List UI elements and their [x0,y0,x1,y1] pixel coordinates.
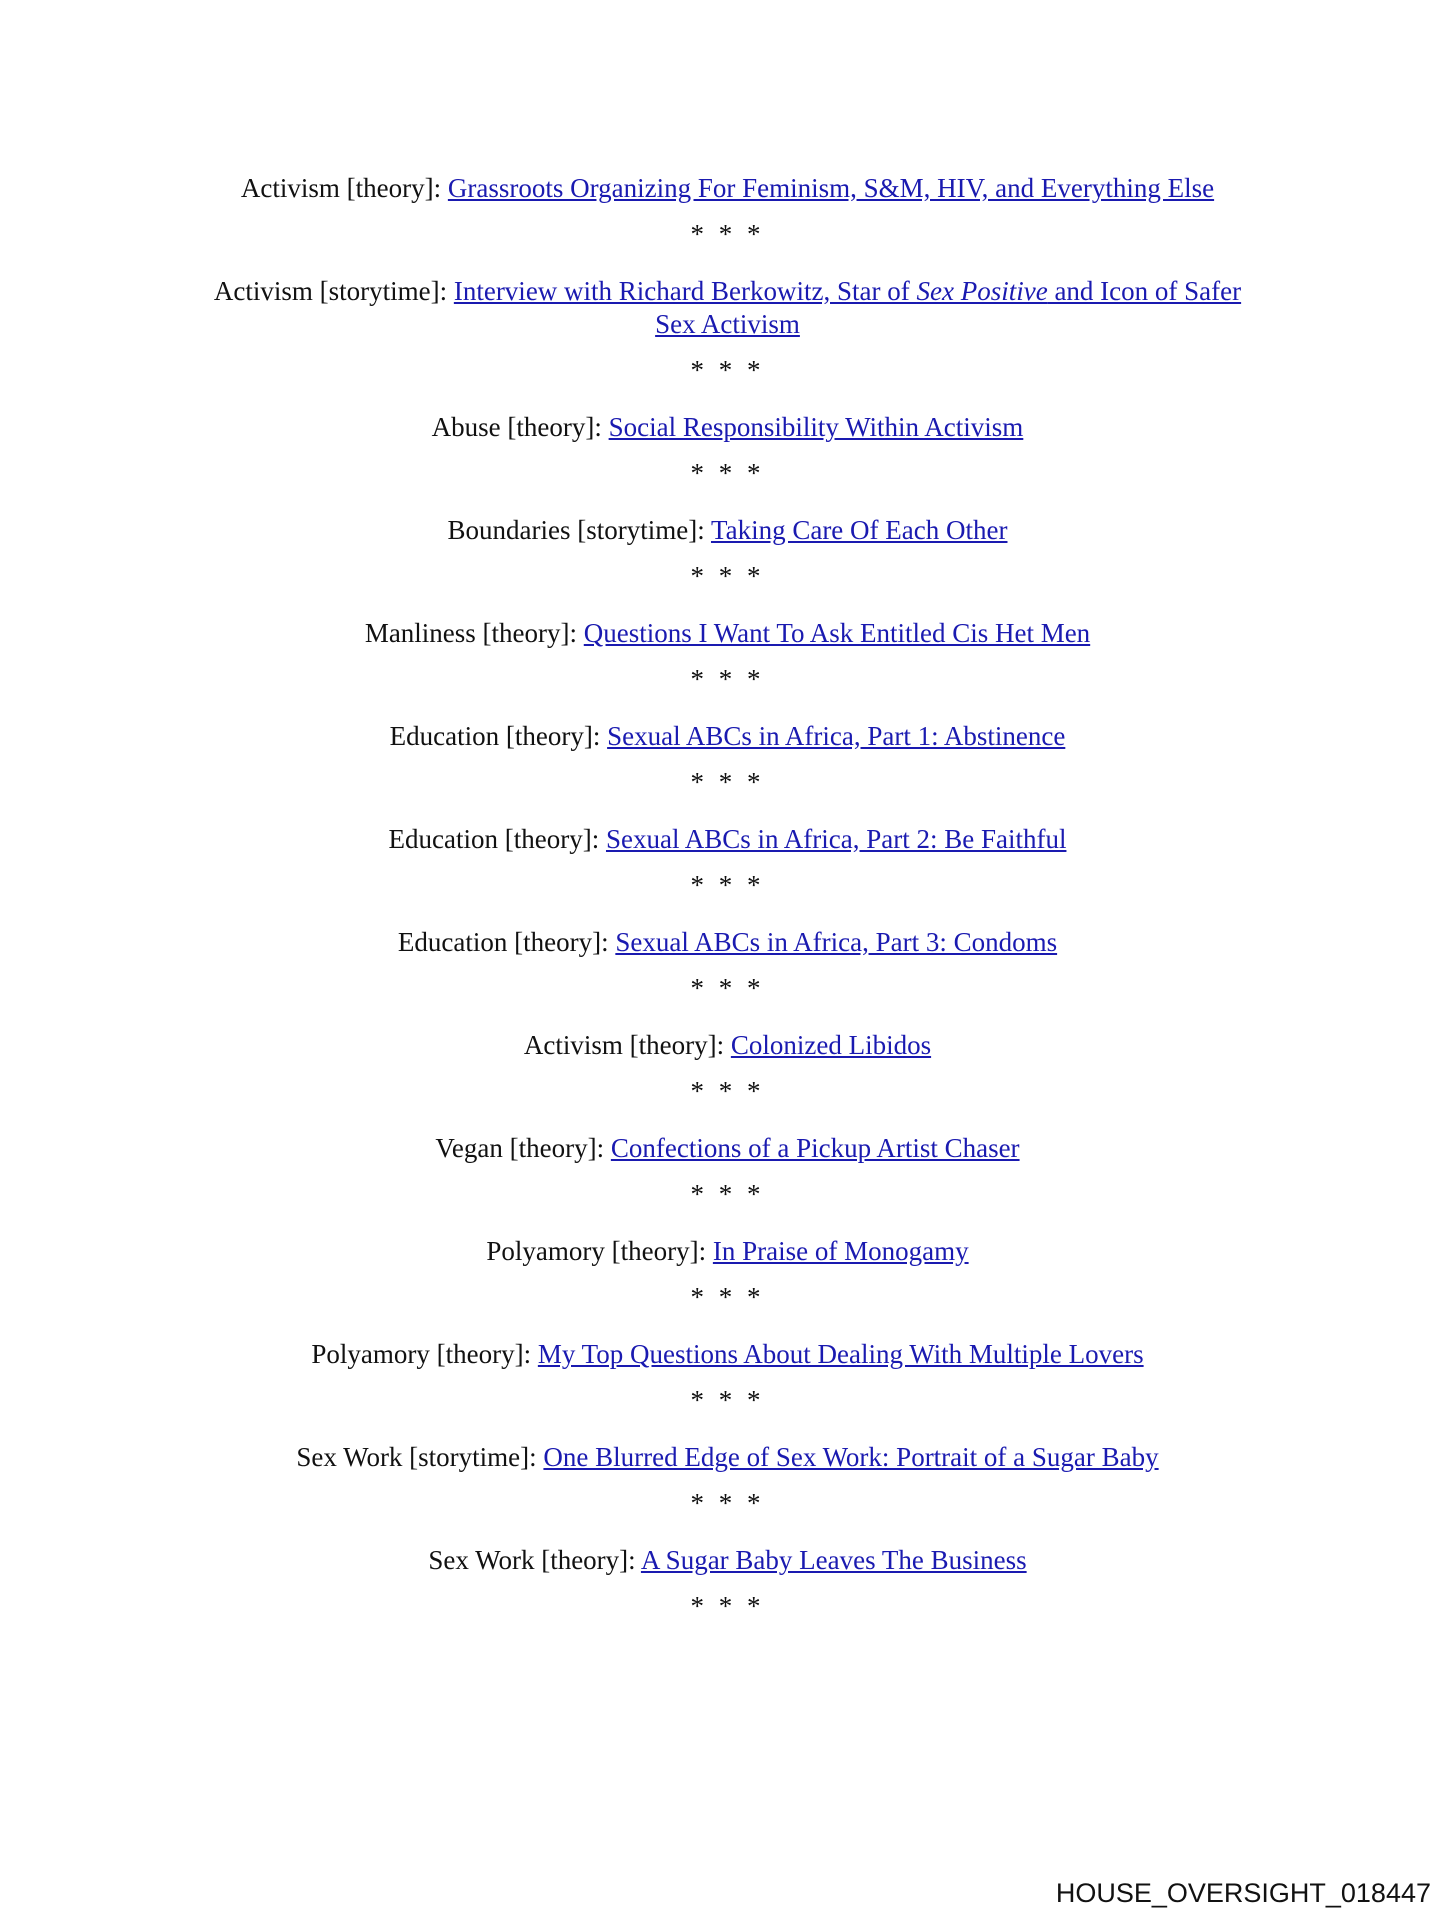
list-item [205,411,1250,444]
category-label: Education [theory]: [388,824,606,854]
article-link[interactable] [543,1442,1158,1472]
separator: * * * [690,664,765,694]
article-link[interactable] [607,721,1065,751]
category-label: Education [theory]: [397,927,616,957]
category-label: Manliness [theory]: [364,618,584,648]
article-link-text: One Blurred Edge of Sex Work: Portrait of a Sugar Baby [543,1442,1159,1472]
list-item [205,926,1250,959]
article-link-text: In Praise of Monogamy [712,1236,969,1266]
article-link-text: Taking Care Of Each Other [710,515,1008,545]
article-link[interactable] [731,1030,931,1060]
category-label: Polyamory [theory]: [486,1236,713,1266]
category-label: Education [theory]: [389,721,608,751]
article-link-text: and Icon of Safer Sex Activism [655,276,1242,339]
separator: * * * [690,870,765,900]
list-item [205,1441,1250,1474]
separator: * * * [690,458,765,488]
list-item [205,1544,1250,1577]
article-link-text: A Sugar Baby Leaves The Business [640,1545,1027,1575]
article-link[interactable] [454,276,1241,339]
article-link[interactable] [711,515,1008,545]
article-link[interactable] [584,618,1090,648]
list-item [205,1235,1250,1268]
separator: * * * [690,561,765,591]
article-link-text: Colonized Libidos [730,1030,932,1060]
category-label: Sex Work [storytime]: [296,1442,544,1472]
separator: * * * [690,1076,765,1106]
separator: * * * [690,973,765,1003]
article-link[interactable] [448,173,1214,203]
category-label: Polyamory [theory]: [311,1339,538,1369]
category-label: Abuse [theory]: [431,412,609,442]
article-link-text: Questions I Want To Ask Entitled Cis Het Men [583,618,1091,648]
article-link-text: Sexual ABCs in Africa, Part 2: Be Faithful [605,824,1067,854]
separator: * * * [690,1282,765,1312]
article-link-text: Grassroots Organizing For Feminism, S&M, HIV, and Everything Else [447,173,1215,203]
separator: * * * [690,767,765,797]
article-link-text: Sexual ABCs in Africa, Part 1: Abstinence [607,721,1066,751]
separator: * * * [690,355,765,385]
separator: * * * [690,1591,765,1621]
separator: * * * [690,1179,765,1209]
article-link-text: Sexual ABCs in Africa, Part 3: Condoms [615,927,1058,957]
article-link[interactable] [611,1133,1020,1163]
list-item [205,275,1250,341]
category-label: Activism [storytime]: [213,276,454,306]
separator: * * * [690,219,765,249]
list-item [205,172,1250,205]
list-item [205,617,1250,650]
list-item [205,514,1250,547]
article-link[interactable] [609,412,1024,442]
category-label: Vegan [theory]: [435,1133,611,1163]
list-item [205,823,1250,856]
article-link[interactable] [606,824,1066,854]
separator: * * * [690,1385,765,1415]
article-link-text: My Top Questions About Dealing With Multiple Lovers [537,1339,1144,1369]
category-label: Activism [theory]: [240,173,448,203]
article-link-text: Interview with Richard Berkowitz, Star of [453,276,917,306]
article-link-title-italic: Sex Positive [916,276,1048,306]
article-link[interactable] [615,927,1057,957]
category-label: Activism [theory]: [523,1030,731,1060]
list-item [205,1132,1250,1165]
separator: * * * [690,1488,765,1518]
list-item [205,1338,1250,1371]
list-item [205,1029,1250,1062]
category-label: Sex Work [theory]: [428,1545,641,1575]
article-link[interactable] [538,1339,1144,1369]
article-list [205,172,1250,1623]
bates-number: HOUSE_OVERSIGHT_018447 [1055,1878,1431,1908]
article-link-text: Confections of a Pickup Artist Chaser [610,1133,1020,1163]
list-item [205,720,1250,753]
category-label: Boundaries [storytime]: [447,515,711,545]
article-link[interactable] [713,1236,969,1266]
article-link[interactable] [641,1545,1027,1575]
article-link-text: Social Responsibility Within Activism [608,412,1024,442]
